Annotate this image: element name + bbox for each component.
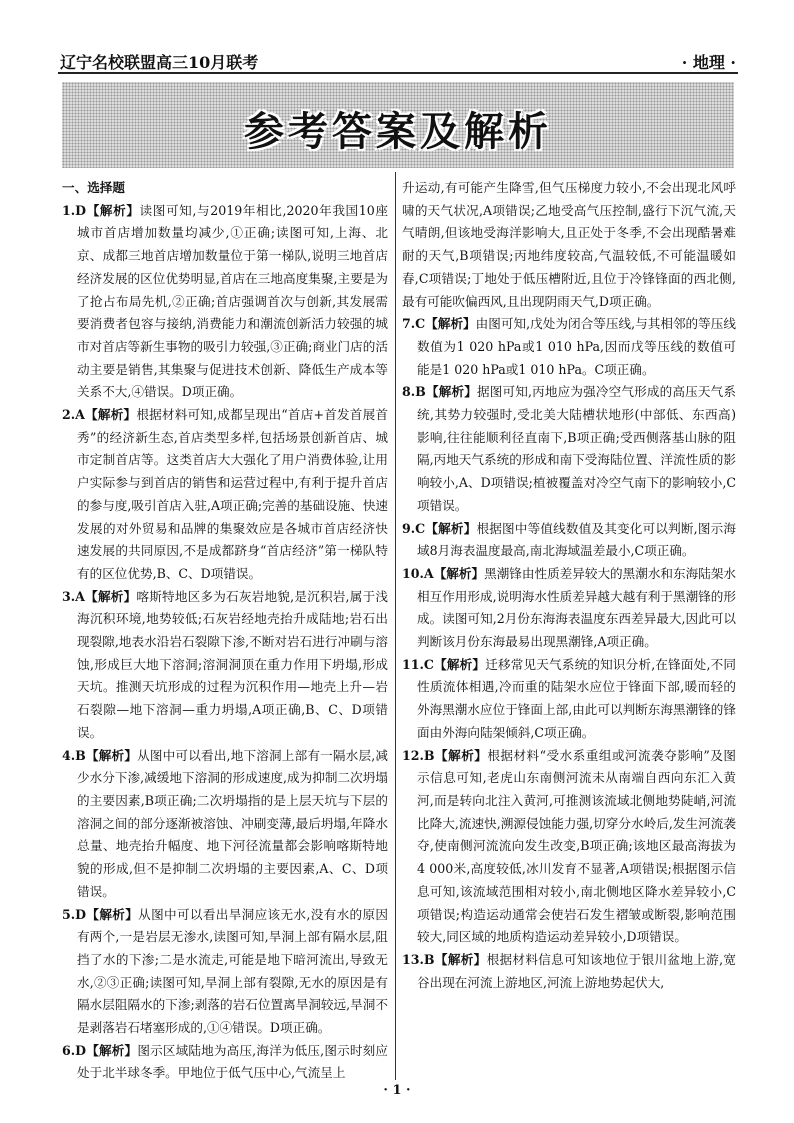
subject-label: · 地理 · bbox=[681, 53, 736, 72]
item-number: 9. bbox=[402, 520, 416, 536]
item-text: 喀斯特地区多为石灰岩地貌,是沉积岩,属于浅海沉积环境,地势较低;石灰岩经地壳抬升成陆地;岩石出现裂隙,地表水沿岩石裂隙下渗,不断对岩石进行冲刷与溶蚀,形成巨大地下溶洞;溶洞洞顶在重力作用下坍塌,形成天坑。推测天坑形成的过程为沉积作用—地壳上升—岩石裂隙—地下溶洞—重力坍塌,A项正确,B、C、D项错误。 bbox=[77, 588, 388, 740]
item-number: 3. bbox=[62, 588, 76, 604]
item-number: 4. bbox=[62, 747, 76, 763]
item-answer: D bbox=[75, 202, 87, 218]
answer-item bbox=[402, 313, 736, 381]
item-number: 13. bbox=[402, 951, 424, 967]
item-text: 从图中可以看出旱洞应该无水,没有水的原因有两个,一是岩层无渗水,读图可知,旱洞上部有隔水层,阻挡了水的下渗;二是水流走,可能是地下暗河流出,导致无水,②③正确;读图可知,旱洞上部有裂隙,无水的原因是有隔水层阻隔水的下渗;剥落的岩石位置离旱洞较远,旱洞不是剥落岩石堵塞形成的,①④错误。D项正确。 bbox=[77, 906, 388, 1036]
item-tag: 【解析】 bbox=[434, 951, 487, 967]
right-item-list bbox=[402, 313, 736, 994]
title-banner bbox=[62, 82, 734, 168]
answer-item bbox=[62, 586, 388, 745]
section-heading: 一、选择题 bbox=[62, 180, 125, 195]
answer-item bbox=[62, 1040, 388, 1085]
item-answer: C bbox=[423, 656, 434, 672]
item-number: 7. bbox=[402, 316, 416, 332]
item-answer: B bbox=[75, 747, 86, 763]
answer-item bbox=[62, 404, 388, 586]
exam-title: 辽宁名校联盟高三10月联考 bbox=[60, 53, 259, 72]
item-number: 2. bbox=[62, 407, 76, 423]
item-tag: 【解析】 bbox=[86, 1042, 138, 1058]
item-tag: 【解析】 bbox=[85, 747, 138, 763]
page-number: · 1 · bbox=[383, 1083, 411, 1098]
item-answer: B bbox=[423, 747, 435, 763]
answer-item bbox=[402, 654, 736, 745]
item-text: 根据材料信息可知该地位于银川盆地上游,宽谷出现在河流上游地区,河流上游地势起伏大, bbox=[417, 951, 736, 990]
item-answer: D bbox=[75, 1042, 87, 1058]
item-answer: B bbox=[423, 951, 435, 967]
right-column bbox=[402, 177, 736, 994]
item-text: 图示区域陆地为高压,海洋为低压,图示时刻应处于北半球冬季。甲地位于低气压中心,气流呈上 bbox=[77, 1042, 389, 1081]
item-number: 6. bbox=[62, 1042, 76, 1058]
item-answer: C bbox=[415, 316, 426, 332]
item-text: 根据材料“受水系重组或河流袭夺影响”及图示信息可知,老虎山东南侧河流未从南端自西向东汇入黄河,而是转向北注入黄河,可推测该流域北侧地势陡峭,河流比降大,流速快,溯源侵蚀能力强,切穿分水岭后,发生河流袭夺,使南侧河流流向发生改变,B项正确;该地区最高海拔为4 000米,高度较低,冰川发育不显著,A项错误;根据图示信息可知,该流域范围相对较小,南北侧地区降水差异较小,C项错误;构造运动通常会使岩石发生褶皱或断裂,影响范围较大,同区域的地质构造运动差异较小,D项错误。 bbox=[417, 747, 736, 945]
item-tag: 【解析】 bbox=[433, 656, 486, 672]
item-number: 5. bbox=[62, 906, 76, 922]
item-answer: A bbox=[423, 565, 434, 581]
continuation-paragraph: 升运动,有可能产生降雪,但气压梯度力较小,不会出现北风呼啸的天气状况,A项错误;乙地受高气压控制,盛行下沉气流,天气晴朗,但该地受海洋影响大,且正处于冬季,不会出现酷暑难耐的天气,B项错误;丙地纬度较高,气温较低,不可能温暖如春,C项错误;丁地处于低压槽附近,且位于冷锋锋面的西北侧,最有可能吹偏西风,且出现阴雨天气,D项正确。 bbox=[402, 180, 736, 309]
item-number: 12. bbox=[402, 747, 424, 763]
item-answer: D bbox=[75, 906, 87, 922]
item-tag: 【解析】 bbox=[425, 316, 476, 332]
item-text: 据图可知,丙地应为强冷空气形成的高压天气系统,其势力较强时,受北美大陆槽状地形(中部低、东西高)影响,往往能顺利径直南下,B项正确;受西侧落基山脉的阻隔,丙地天气系统的形成和南下受海陆位置、洋流性质的影响较小,A、D项错误;植被覆盖对冷空气南下的影响较小,C项错误。 bbox=[417, 384, 737, 513]
left-column bbox=[62, 177, 388, 1085]
item-tag: 【解析】 bbox=[425, 520, 477, 536]
item-tag: 【解析】 bbox=[434, 747, 488, 763]
item-text: 读图可知,与2019年相比,2020年我国10座城市首店增加数量均减少,①正确;读图可知,上海、北京、成都三地首店增加数量位于第一梯队,说明三地首店经济发展的区位优势明显,首店在三地高度集聚,主要是为了抢占布局先机,②正确;首店强调首次与创新,其发展需要消费者包容与接纳,消费能力和潮流创新活力较强的城市对首店等新生事物的吸引力较强,③正确;商业门店的活动主要是销售,其集聚与促进技术创新、降低生产成本等关系不大,④错误。D项正确。 bbox=[77, 202, 388, 400]
item-text: 黑潮锋由性质差异较大的黑潮水和东海陆架水相互作用形成,说明海水性质差异越大越有利于黑潮锋的形成。读图可知,2月份东海海表温度东西差异最大,因此可以判断该月份东海最易出现黑潮锋,A项正确。 bbox=[417, 565, 737, 650]
item-tag: 【解析】 bbox=[84, 588, 137, 604]
item-number: 11. bbox=[402, 656, 424, 672]
item-answer: A bbox=[75, 407, 85, 423]
answer-item bbox=[62, 904, 388, 1040]
item-tag: 【解析】 bbox=[425, 384, 477, 400]
left-item-list bbox=[62, 200, 388, 1085]
item-text: 从图中可以看出,地下溶洞上部有一隔水层,减少水分下渗,减缓地下溶洞的形成速度,成为抑制二次坍塌的主要因素,B项正确;二次坍塌指的是上层天坑与下层的溶洞之间的部分逐渐被溶蚀、冲刷变薄,最后坍塌,年降水总量、地壳抬升幅度、地下河径流量都会影响喀斯特地貌的形成,但不是抑制二次坍塌的主要因素,A、C、D项错误。 bbox=[77, 747, 388, 899]
answer-item bbox=[402, 949, 736, 994]
answer-item bbox=[62, 200, 388, 404]
item-tag: 【解析】 bbox=[84, 407, 137, 423]
item-answer: A bbox=[75, 588, 85, 604]
answer-item bbox=[402, 745, 736, 949]
item-tag: 【解析】 bbox=[86, 906, 139, 922]
banner-title: 参考答案及解析 bbox=[244, 109, 552, 155]
answer-item bbox=[402, 518, 736, 563]
column-divider bbox=[395, 172, 396, 1080]
item-number: 10. bbox=[402, 565, 424, 581]
item-text: 由图可知,戊处为闭合等压线,与其相邻的等压线数值为1 020 hPa或1 010 hPa,因而戊等压线的数值可能是1 020 hPa或1 010 hPa。C项正确。 bbox=[417, 316, 736, 377]
page-header bbox=[58, 46, 738, 74]
item-tag: 【解析】 bbox=[86, 202, 140, 218]
item-text: 根据图中等值线数值及其变化可以判断,图示海域8月海表温度最高,南北海域温差最小,C项正确。 bbox=[417, 520, 737, 559]
answer-item bbox=[62, 745, 388, 904]
item-tag: 【解析】 bbox=[433, 565, 485, 581]
item-answer: C bbox=[415, 520, 426, 536]
item-text: 迁移常见天气系统的知识分析,在锋面处,不同性质流体相遇,冷而重的陆架水应位于锋面下部,暖而轻的外海黑潮水应位于锋面上部,由此可以判断东海黑潮锋的锋面由外海向陆架倾斜,C项正确。 bbox=[417, 656, 736, 740]
item-number: 8. bbox=[402, 384, 416, 400]
item-text: 根据材料可知,成都呈现出“首店+首发首展首秀”的经济新生态,首店类型多样,包括场景创新首店、城市定制首店等。这类首店大大强化了用户消费体验,让用户实际参与到首店的销售和运营过程中,有利于提升首店的参与度,吸引首店入驻,A项正确;完善的基础设施、快速发展的对外贸易和品牌的集聚效应是各城市首店经济快速发展的共同原因,不是成都跻身“首店经济”第一梯队特有的区位优势,B、C、D项错误。 bbox=[77, 407, 389, 581]
item-answer: B bbox=[415, 384, 426, 400]
answer-item bbox=[402, 381, 736, 517]
answer-item bbox=[402, 563, 736, 654]
item-number: 1. bbox=[62, 202, 76, 218]
